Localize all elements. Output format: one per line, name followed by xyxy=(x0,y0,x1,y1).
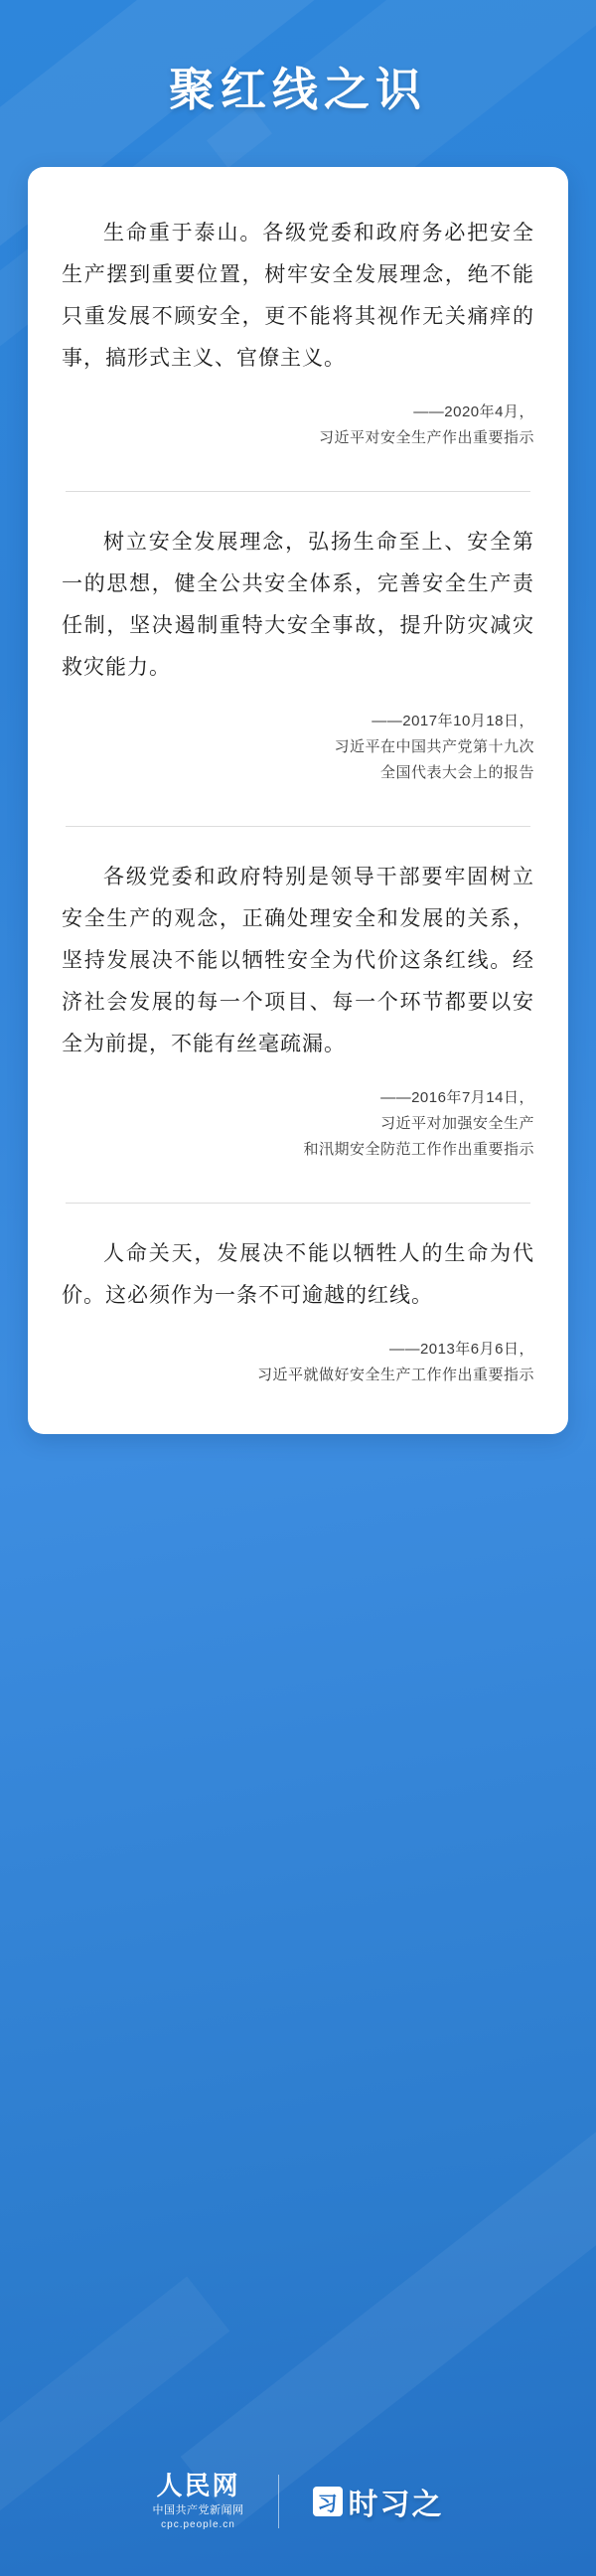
page-title: 聚红线之识 xyxy=(169,65,427,115)
quote-item xyxy=(62,857,534,1169)
section-divider xyxy=(66,826,530,827)
attribution-line: 习近平就做好安全生产工作作出重要指示 xyxy=(256,1367,534,1383)
quotes-card xyxy=(28,167,568,1434)
attribution-line: ——2020年4月， xyxy=(413,403,534,420)
attribution-line: 和汛期安全防范工作作出重要指示 xyxy=(303,1141,534,1158)
shixi-logo[interactable] xyxy=(313,2480,444,2523)
attribution-line: 全国代表大会上的报告 xyxy=(379,764,534,781)
shixi-mark-icon: 习 xyxy=(313,2487,343,2516)
people-cn-subtitle: 中国共产党新闻网 xyxy=(152,2504,244,2517)
section-divider xyxy=(66,1203,530,1204)
quote-item xyxy=(62,522,534,792)
quote-text: 各级党委和政府特别是领导干部要牢固树立安全生产的观念，正确处理安全和发展的关系，坚持发展决不能以牺牲安全为代价这条红线。经济社会发展的每一个项目、每一个环节都要以安全为前提，不能有丝毫疏漏。 xyxy=(62,866,534,1055)
attribution-line: ——2013年6月6日， xyxy=(388,1341,534,1358)
quote-text: 人命关天，发展决不能以牺牲人的生命为代价。这必须作为一条不可逾越的红线。 xyxy=(62,1242,534,1307)
poster-header xyxy=(0,0,596,149)
quote-attribution xyxy=(62,709,534,786)
quote-attribution xyxy=(62,400,534,451)
attribution-line: 习近平在中国共产党第十九次 xyxy=(334,738,534,755)
attribution-line: ——2017年10月18日， xyxy=(372,713,534,729)
quote-attribution xyxy=(62,1337,534,1388)
quote-item xyxy=(62,1233,534,1394)
quote-text: 生命重于泰山。各级党委和政府务必把安全生产摆到重要位置，树牢安全发展理念，绝不能只重发展不顾安全，更不能将其视作无关痛痒的事，搞形式主义、官僚主义。 xyxy=(62,222,534,370)
quote-text: 树立安全发展理念，弘扬生命至上、安全第一的思想，健全公共安全体系，完善安全生产责任制，坚决遏制重特大安全事故，提升防灾减灾救灾能力。 xyxy=(62,531,534,679)
quote-item xyxy=(62,213,534,457)
shixi-label: 时习之 xyxy=(348,2489,444,2521)
people-cn-logo[interactable] xyxy=(153,2472,244,2530)
attribution-line: 习近平对加强安全生产 xyxy=(379,1115,534,1132)
footer-divider xyxy=(278,2475,279,2528)
people-cn-name: 人民网 xyxy=(156,2472,240,2501)
section-divider xyxy=(66,491,530,492)
attribution-line: ——2016年7月14日， xyxy=(380,1089,534,1106)
attribution-line: 习近平对安全生产作出重要指示 xyxy=(318,429,534,446)
quote-attribution xyxy=(62,1085,534,1163)
poster-footer xyxy=(0,2427,596,2576)
people-cn-url: cpc.people.cn xyxy=(161,2519,235,2531)
